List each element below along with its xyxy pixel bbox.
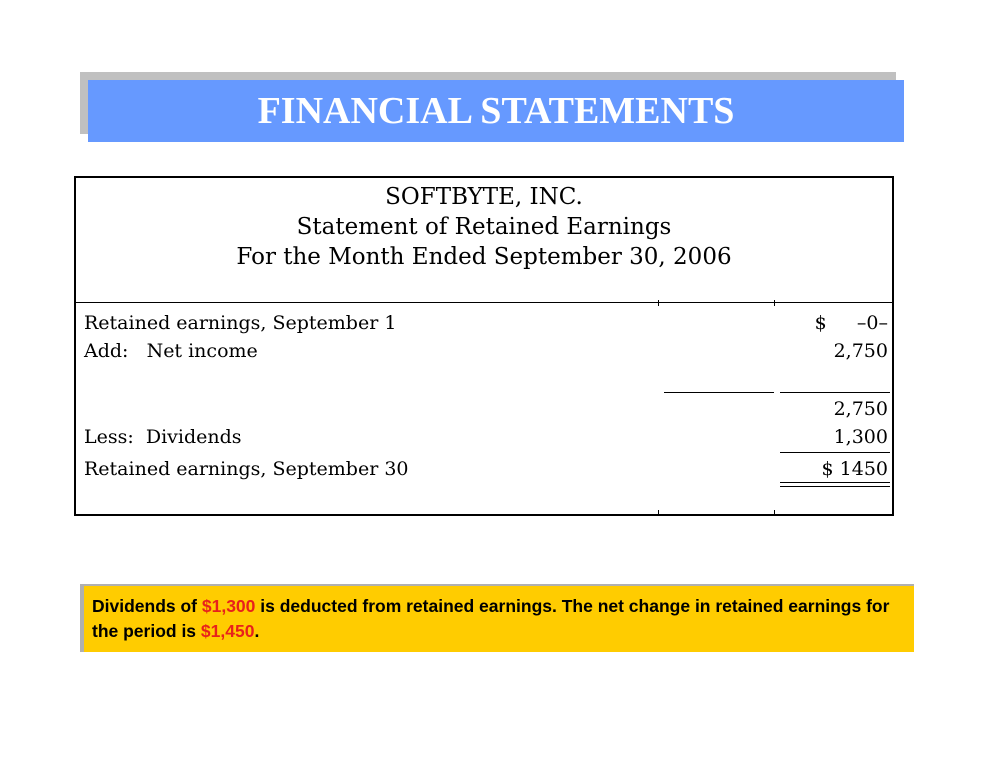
slide-title: FINANCIAL STATEMENTS: [257, 90, 735, 132]
row-label: Retained earnings, September 1: [84, 312, 397, 334]
explanation-note: [84, 586, 914, 652]
statement-of-retained-earnings: [74, 176, 894, 516]
row-amount: 2,750: [833, 398, 888, 420]
note-text: is deducted from retained earnings. The net change in retained earnings for the period is: [92, 596, 890, 641]
net-change-amount: $1,450: [200, 621, 255, 641]
double-rule: [780, 486, 890, 487]
note-text: Dividends of: [92, 596, 202, 616]
statement-period: For the Month Ended September 30, 2006: [236, 244, 732, 270]
row-label: Less: Dividends: [84, 426, 242, 448]
row-label: Retained earnings, September 30: [84, 458, 409, 480]
column-tick: [774, 510, 775, 516]
double-rule: [780, 482, 890, 483]
row-amount: 2,750: [833, 340, 888, 362]
row-label: Add: Net income: [84, 340, 258, 362]
title-banner: [88, 80, 904, 142]
column-tick: [774, 300, 775, 306]
statement-name: Statement of Retained Earnings: [296, 214, 672, 240]
dividends-amount: $1,300: [201, 596, 256, 616]
row-amount: $ 1450: [821, 458, 888, 480]
total-rule: [780, 452, 890, 453]
subtotal-rule: [780, 392, 890, 393]
row-amount: $ –0–: [814, 312, 888, 334]
column-tick: [658, 510, 659, 516]
column-tick: [658, 300, 659, 306]
note-text: .: [254, 621, 260, 641]
subtotal-rule: [664, 392, 774, 393]
header-divider: [76, 302, 892, 303]
statement-header: [76, 178, 892, 302]
row-amount: 1,300: [833, 426, 888, 448]
company-name: SOFTBYTE, INC.: [385, 184, 583, 210]
